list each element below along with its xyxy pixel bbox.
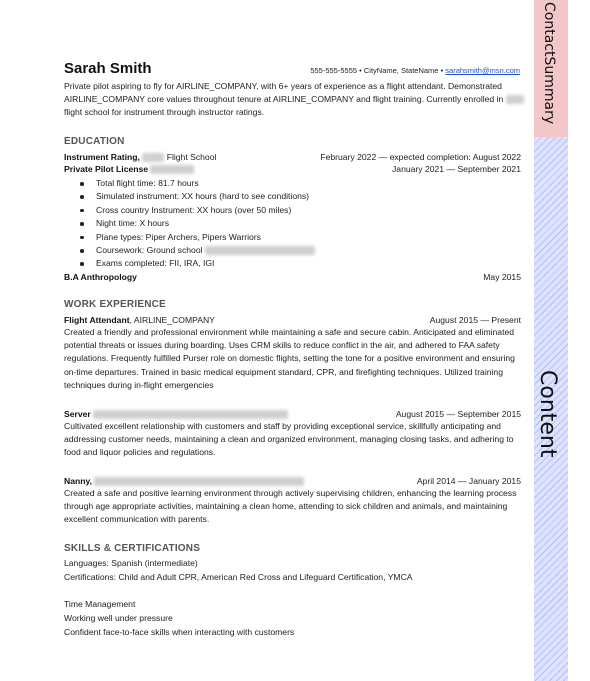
location: CityName, StateName	[363, 66, 439, 75]
education-school: Flight School	[166, 152, 217, 162]
degree-dates: May 2015	[483, 272, 521, 282]
separator-dot: •	[359, 66, 364, 75]
summary-paragraph	[64, 80, 524, 119]
list-item: Night time: X hours	[78, 217, 315, 230]
list-item: Plane types: Piper Archers, Pipers Warriors	[78, 231, 315, 244]
list-item: Cross country Instrument: XX hours (over 50 miles)	[78, 204, 315, 217]
summary-text-a: Private pilot aspiring to fly for AIRLINE_COMPANY, with 6+ years of experience as a flight attendant. Demonstrated AIRLINE_COMPANY core values throughout tenure at AIRLINE_COMPANY and flight training. Currently enrolled in	[64, 81, 506, 104]
redacted-text	[94, 477, 304, 486]
list-item: Exams completed: FII, IRA, IGI	[78, 257, 315, 270]
list-item	[78, 244, 315, 257]
contact-summary-label: ContactSummary	[541, 2, 557, 125]
skill-item: Time Management	[64, 599, 136, 609]
skills-heading: SKILLS & CERTIFICATIONS	[64, 543, 201, 554]
redacted-text	[506, 95, 524, 104]
job-company: , AIRLINE_COMPANY	[129, 315, 215, 325]
job-title: Server	[64, 409, 91, 419]
list-item: Simulated instrument: XX hours (hard to see conditions)	[78, 190, 315, 203]
education-title: Instrument Rating,	[64, 152, 140, 162]
languages-line: Languages: Spanish (intermediate)	[64, 558, 198, 568]
job-description: Created a safe and positive learning environment through actively supervising children, enhancing the learning process through age appropriate activities, maintaining a clean home, attending to sick children and animals, and maintaining excellent communication with parents.	[64, 488, 517, 525]
degree-title: B.A Anthropology	[64, 272, 137, 282]
job-dates: August 2015 — Present	[429, 315, 521, 325]
job-title: Flight Attendant	[64, 315, 130, 325]
list-item: Total flight time: 81.7 hours	[78, 177, 315, 190]
certifications-line: Certifications: Child and Adult CPR, American Red Cross and Lifeguard Certification, YMCA	[64, 572, 413, 582]
contact-line	[310, 66, 520, 75]
summary-text-b: flight school for instrument through instructor ratings.	[64, 107, 265, 117]
candidate-name: Sarah Smith	[64, 60, 152, 77]
skill-item: Working well under pressure	[64, 613, 173, 623]
job-dates: April 2014 — January 2015	[416, 476, 521, 486]
redacted-text	[205, 246, 315, 255]
work-heading: WORK EXPERIENCE	[64, 299, 166, 310]
redacted-text	[150, 165, 194, 174]
education-heading: EDUCATION	[64, 136, 125, 147]
job-description: Created a friendly and professional environment while maintaining a safe and secure cabin. Anticipated and eliminated potential threats or issues during boarding. Uses CRM skills to reduce conflict in the air, and adhered to FAA safety regulations. Frequently fulfilled Purser role on domestic flights, setting the tone for a positive environment and ensuring on-time departures. Trained in basic medical equipment standard, CPR, and firefighting techniques. Utilized training techniques during in-flight emergencies	[64, 327, 515, 390]
redacted-text	[142, 153, 164, 162]
redacted-text	[93, 410, 288, 419]
education-title: Private Pilot License	[64, 164, 149, 174]
job-dates: August 2015 — September 2015	[395, 409, 521, 419]
phone: 555-555-5555	[310, 66, 358, 75]
education-dates: January 2021 — September 2021	[392, 164, 521, 174]
skill-item: Confident face-to-face skills when interacting with customers	[64, 627, 295, 637]
separator-dot: •	[440, 66, 446, 75]
job-description: Cultivated excellent relationship with customers and staff by providing exceptional service, skillfully anticipating and addressing customer needs, maintaining a clean and organized environment, managing closing tasks, and adhering to food and liquor policies and regulations.	[64, 421, 514, 458]
list-item-text: Coursework: Ground school	[96, 245, 203, 256]
content-label: Content	[535, 370, 560, 458]
flight-stats-list	[78, 177, 315, 271]
education-dates: February 2022 — expected completion: August 2022	[320, 152, 521, 162]
job-title: Nanny,	[64, 476, 93, 486]
email-link[interactable]: sarahsmith@msn.com	[445, 66, 520, 75]
